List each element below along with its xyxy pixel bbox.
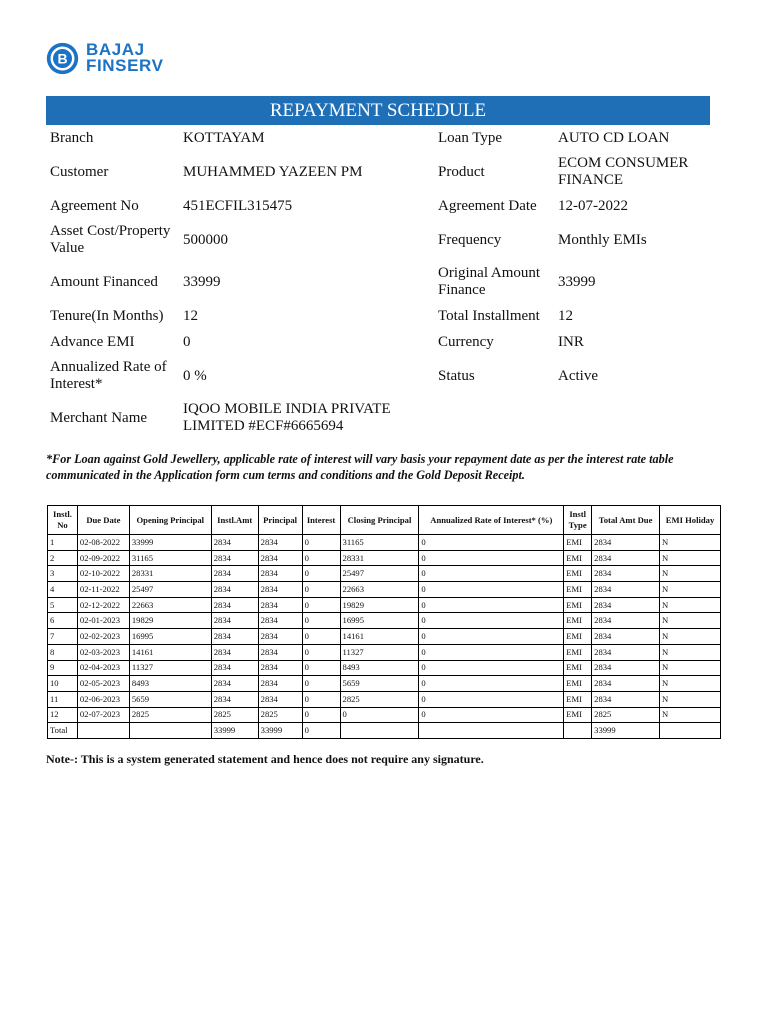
table-cell: 0	[302, 676, 340, 692]
table-row	[48, 723, 721, 739]
column-header: Instl.Amt	[211, 506, 258, 535]
table-cell: 16995	[129, 629, 211, 645]
table-cell: 12	[48, 707, 78, 723]
table-cell: 2	[48, 550, 78, 566]
table-cell: 02-12-2022	[77, 597, 129, 613]
table-cell: EMI	[564, 676, 592, 692]
table-cell: N	[660, 691, 721, 707]
table-cell: 19829	[129, 613, 211, 629]
table-cell: 0	[419, 660, 564, 676]
info-label: Currency	[438, 333, 494, 350]
table-cell: 2834	[258, 691, 302, 707]
table-cell: 25497	[340, 566, 419, 582]
table-cell: 0	[419, 582, 564, 598]
table-cell: EMI	[564, 644, 592, 660]
table-cell: EMI	[564, 691, 592, 707]
info-row	[46, 151, 710, 193]
table-cell: 02-01-2023	[77, 613, 129, 629]
repayment-schedule-table	[47, 505, 721, 739]
table-cell: 2834	[211, 676, 258, 692]
table-cell	[77, 723, 129, 739]
bajaj-logo-icon	[46, 42, 79, 75]
table-cell: 2834	[211, 613, 258, 629]
table-cell: 0	[419, 707, 564, 723]
table-cell: 0	[419, 566, 564, 582]
table-cell: EMI	[564, 582, 592, 598]
column-header: Closing Principal	[340, 506, 419, 535]
table-cell: 2834	[592, 566, 660, 582]
table-cell: 0	[419, 597, 564, 613]
table-cell	[564, 723, 592, 739]
table-cell: 6	[48, 613, 78, 629]
table-cell: 28331	[129, 566, 211, 582]
table-cell: 0	[302, 582, 340, 598]
table-cell: 11	[48, 691, 78, 707]
table-cell: 25497	[129, 582, 211, 598]
column-header: Instl. No	[48, 506, 78, 535]
table-cell: 02-05-2023	[77, 676, 129, 692]
table-cell: 0	[302, 629, 340, 645]
table-cell: 33999	[211, 723, 258, 739]
table-cell: 2834	[258, 582, 302, 598]
table-cell: N	[660, 582, 721, 598]
info-row	[46, 261, 710, 303]
table-cell: N	[660, 644, 721, 660]
info-value: KOTTAYAM	[183, 129, 265, 146]
info-value: 33999	[183, 273, 221, 290]
info-label: Status	[438, 367, 475, 384]
info-value: 451ECFIL315475	[183, 197, 293, 214]
info-value: Active	[558, 367, 598, 384]
table-cell: 0	[302, 660, 340, 676]
table-cell: 02-03-2023	[77, 644, 129, 660]
table-row	[48, 582, 721, 598]
table-row	[48, 550, 721, 566]
table-cell: 2834	[211, 550, 258, 566]
column-header: Due Date	[77, 506, 129, 535]
info-value: Monthly EMIs	[558, 231, 647, 248]
table-cell: 0	[302, 707, 340, 723]
info-label: Customer	[50, 163, 109, 180]
table-cell: 02-08-2022	[77, 535, 129, 551]
table-row	[48, 691, 721, 707]
table-cell: 14161	[340, 629, 419, 645]
info-label: Original Amount Finance	[438, 265, 541, 298]
table-cell: 0	[302, 535, 340, 551]
info-label: Branch	[50, 129, 94, 146]
table-row	[48, 660, 721, 676]
table-row	[48, 597, 721, 613]
table-cell: 0	[302, 613, 340, 629]
table-cell: 2834	[258, 597, 302, 613]
table-cell: 2825	[129, 707, 211, 723]
table-cell: EMI	[564, 707, 592, 723]
table-cell: 5659	[129, 691, 211, 707]
loan-info-grid	[46, 125, 710, 439]
info-row	[46, 303, 710, 329]
table-cell: 2834	[592, 644, 660, 660]
table-cell: 2834	[211, 644, 258, 660]
table-cell: N	[660, 676, 721, 692]
table-cell: 0	[302, 550, 340, 566]
table-cell: 11327	[340, 644, 419, 660]
table-cell: 2834	[592, 629, 660, 645]
table-cell: Total	[48, 723, 78, 739]
table-cell: 0	[302, 566, 340, 582]
table-cell: 2825	[258, 707, 302, 723]
table-cell: 2834	[592, 582, 660, 598]
table-cell: 1	[48, 535, 78, 551]
info-label: Frequency	[438, 231, 502, 248]
table-cell: 2834	[592, 535, 660, 551]
info-value: MUHAMMED YAZEEN PM	[183, 163, 363, 180]
table-cell: 2834	[592, 550, 660, 566]
table-cell: EMI	[564, 566, 592, 582]
info-value: 12	[558, 307, 573, 324]
info-label: Loan Type	[438, 129, 503, 146]
info-value: 0 %	[183, 367, 207, 384]
table-cell: 2834	[592, 613, 660, 629]
table-cell	[129, 723, 211, 739]
table-cell: 4	[48, 582, 78, 598]
table-cell: 2834	[592, 691, 660, 707]
info-value: 500000	[183, 231, 228, 248]
table-cell: 2834	[592, 676, 660, 692]
table-cell: 8493	[129, 676, 211, 692]
table-cell: 2834	[211, 535, 258, 551]
table-row	[48, 707, 721, 723]
table-cell: 02-10-2022	[77, 566, 129, 582]
info-value: 0	[183, 333, 191, 350]
table-cell: 02-02-2023	[77, 629, 129, 645]
svg-text:B: B	[57, 49, 68, 66]
table-cell: 2825	[592, 707, 660, 723]
table-cell: 33999	[129, 535, 211, 551]
table-header-row	[48, 506, 721, 535]
table-cell: 19829	[340, 597, 419, 613]
table-cell	[340, 723, 419, 739]
table-cell: N	[660, 550, 721, 566]
table-cell: 2834	[258, 550, 302, 566]
column-header: Opening Principal	[129, 506, 211, 535]
info-value: IQOO MOBILE INDIA PRIVATE LIMITED #ECF#6665694	[183, 401, 391, 434]
info-label: Product	[438, 163, 485, 180]
info-value: 12-07-2022	[558, 197, 628, 214]
table-cell: EMI	[564, 613, 592, 629]
info-label: Agreement Date	[438, 197, 537, 214]
table-cell: 02-07-2023	[77, 707, 129, 723]
table-cell: N	[660, 566, 721, 582]
table-cell: N	[660, 597, 721, 613]
table-cell: 2834	[211, 629, 258, 645]
info-label: Annualized Rate of Interest*	[50, 359, 167, 392]
table-cell: 31165	[340, 535, 419, 551]
gold-loan-disclaimer: *For Loan against Gold Jewellery, applicable rate of interest will vary basis your repayment date as per the interest rate table communicated in the Application form cum terms and conditions and the Gold Deposit Receipt.	[46, 452, 674, 482]
info-label: Agreement No	[50, 197, 139, 214]
table-cell: 0	[419, 691, 564, 707]
table-cell: EMI	[564, 660, 592, 676]
table-cell: 0	[419, 613, 564, 629]
table-row	[48, 613, 721, 629]
bajaj-finserv-logo	[46, 40, 164, 76]
table-cell: N	[660, 707, 721, 723]
table-cell: 31165	[129, 550, 211, 566]
table-cell: 5659	[340, 676, 419, 692]
table-cell: 5	[48, 597, 78, 613]
table-row	[48, 535, 721, 551]
info-row	[46, 397, 710, 439]
table-cell: 0	[419, 644, 564, 660]
table-cell: 2825	[211, 707, 258, 723]
page-title: REPAYMENT SCHEDULE	[46, 96, 710, 125]
table-row	[48, 644, 721, 660]
table-cell: 0	[419, 676, 564, 692]
info-value: ECOM CONSUMER FINANCE	[558, 155, 689, 188]
table-cell: 28331	[340, 550, 419, 566]
table-cell: 02-06-2023	[77, 691, 129, 707]
column-header: Principal	[258, 506, 302, 535]
table-cell: 2834	[211, 691, 258, 707]
table-cell: 2834	[592, 597, 660, 613]
table-cell: 7	[48, 629, 78, 645]
table-cell: 02-09-2022	[77, 550, 129, 566]
table-cell: 8	[48, 644, 78, 660]
table-body	[48, 535, 721, 739]
info-label: Advance EMI	[50, 333, 135, 350]
table-row	[48, 629, 721, 645]
info-row	[46, 329, 710, 355]
table-cell: 0	[419, 550, 564, 566]
table-cell: 14161	[129, 644, 211, 660]
table-cell	[419, 723, 564, 739]
table-cell: EMI	[564, 550, 592, 566]
table-cell: EMI	[564, 629, 592, 645]
table-cell: 0	[419, 535, 564, 551]
info-row	[46, 355, 710, 397]
table-cell: 0	[302, 644, 340, 660]
table-cell: 2834	[258, 629, 302, 645]
info-value: AUTO CD LOAN	[558, 129, 670, 146]
table-cell: 2834	[258, 613, 302, 629]
table-cell: 2834	[211, 566, 258, 582]
table-cell: 33999	[592, 723, 660, 739]
info-row	[46, 193, 710, 219]
info-label: Total Installment	[438, 307, 540, 324]
table-cell: 8493	[340, 660, 419, 676]
table-row	[48, 566, 721, 582]
table-cell: 11327	[129, 660, 211, 676]
info-label: Tenure(In Months)	[50, 307, 164, 324]
info-value: INR	[558, 333, 584, 350]
info-label: Merchant Name	[50, 409, 148, 426]
info-label: Amount Financed	[50, 273, 158, 290]
table-cell: EMI	[564, 597, 592, 613]
info-row	[46, 219, 710, 261]
table-cell: 2834	[258, 644, 302, 660]
table-cell: 0	[302, 597, 340, 613]
table-cell: EMI	[564, 535, 592, 551]
info-label: Asset Cost/Property Value	[50, 223, 171, 256]
table-cell: 2834	[211, 582, 258, 598]
table-cell: 2834	[592, 660, 660, 676]
table-cell: 0	[340, 707, 419, 723]
table-cell: 9	[48, 660, 78, 676]
table-cell: 02-04-2023	[77, 660, 129, 676]
table-cell: 0	[419, 629, 564, 645]
table-cell: 2834	[258, 535, 302, 551]
table-cell: 2825	[340, 691, 419, 707]
table-cell: 2834	[258, 660, 302, 676]
table-cell: 2834	[258, 676, 302, 692]
table-cell: 0	[302, 723, 340, 739]
table-cell	[660, 723, 721, 739]
table-cell: 2834	[258, 566, 302, 582]
table-row	[48, 676, 721, 692]
table-cell: 22663	[340, 582, 419, 598]
table-cell: 10	[48, 676, 78, 692]
brand-line-2: FINSERV	[86, 56, 164, 75]
table-cell: 02-11-2022	[77, 582, 129, 598]
table-cell: 2834	[211, 597, 258, 613]
table-cell: 16995	[340, 613, 419, 629]
table-cell: N	[660, 660, 721, 676]
brand-line-1: BAJAJ	[86, 40, 145, 59]
info-value: 33999	[558, 273, 596, 290]
info-row	[46, 125, 710, 151]
table-cell: 2834	[211, 660, 258, 676]
column-header: Annualized Rate of Interest* (%)	[419, 506, 564, 535]
column-header: Total Amt Due	[592, 506, 660, 535]
table-cell: 33999	[258, 723, 302, 739]
column-header: Instl Type	[564, 506, 592, 535]
column-header: EMI Holiday	[660, 506, 721, 535]
column-header: Interest	[302, 506, 340, 535]
table-cell: 0	[302, 691, 340, 707]
table-cell: 22663	[129, 597, 211, 613]
system-note: Note-: This is a system generated statement and hence does not require any signature.	[46, 752, 484, 766]
info-value: 12	[183, 307, 198, 324]
table-cell: N	[660, 535, 721, 551]
table-cell: N	[660, 629, 721, 645]
table-cell: N	[660, 613, 721, 629]
table-cell: 3	[48, 566, 78, 582]
